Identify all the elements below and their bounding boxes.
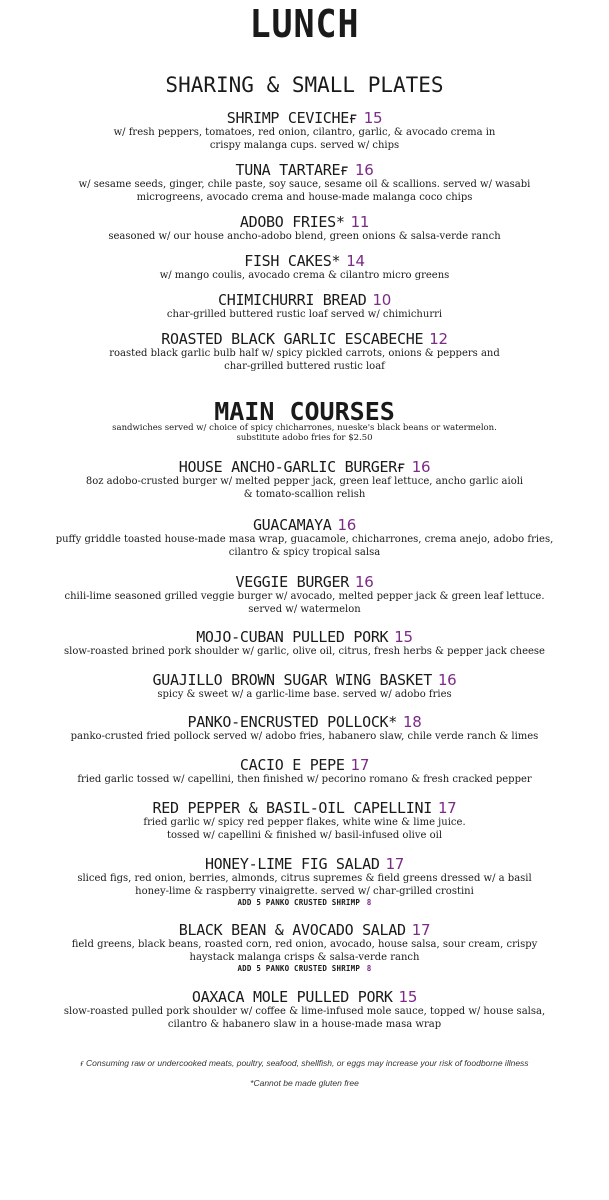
description-line: fried garlic w/ spicy red pepper flakes, white wine & lime juice. xyxy=(143,817,466,828)
item-name: HONEY-LIME FIG SALAD xyxy=(204,855,380,873)
description-line: tossed w/ capellini & finished w/ basil-infused olive oil xyxy=(166,829,443,841)
item-name: CHIMICHURRI BREAD xyxy=(218,291,367,309)
addon-label: ADD 5 PANKO CRUSTED SHRIMP xyxy=(237,964,361,973)
item-description xyxy=(0,231,609,244)
item-description xyxy=(0,774,609,787)
item-heading xyxy=(0,574,609,591)
menu-item xyxy=(0,856,609,908)
description-line: spicy & sweet w/ a garlic-lime base. served w/ adobo fries xyxy=(157,689,452,700)
section-note: substitute adobo fries for $2.50 xyxy=(236,433,373,443)
description-line: puffy griddle toasted house-made masa wrap, guacamole, chicharrones, crema anejo, adobo fries, xyxy=(55,534,554,545)
item-description xyxy=(0,270,609,283)
description-line: fried garlic tossed w/ capellini, then finished w/ pecorino romano & fresh cracked pepper xyxy=(77,774,532,785)
item-name: RED PEPPER & BASIL-OIL CAPELLINI xyxy=(152,799,432,817)
description-line: haystack malanga crisps & salsa-verde ranch xyxy=(189,951,420,963)
description-line: sliced figs, red onion, berries, almonds, citrus supremes & field greens dressed w/ a basil xyxy=(77,873,532,884)
item-heading xyxy=(0,331,609,348)
item-description xyxy=(0,689,609,702)
item-name: BLACK BEAN & AVOCADO SALAD xyxy=(178,921,406,939)
description-line: slow-roasted brined pork shoulder w/ garlic, olive oil, citrus, fresh herbs & pepper jack cheese xyxy=(64,646,545,657)
item-heading xyxy=(0,714,609,731)
item-description xyxy=(0,309,609,322)
item-heading xyxy=(0,214,609,231)
addon-price: 8 xyxy=(366,964,372,973)
item-name: VEGGIE BURGER xyxy=(235,573,349,591)
menu-item xyxy=(0,253,609,283)
section-title-main: MAIN COURSES xyxy=(214,397,395,426)
item-name: CACIO E PEPE xyxy=(239,756,345,774)
item-name: OAXACA MOLE PULLED PORK xyxy=(191,988,393,1006)
raw-warning-mark: ғ xyxy=(340,161,349,179)
description-line: w/ mango coulis, avocado crema & cilantro micro greens xyxy=(159,270,450,281)
item-price: 12 xyxy=(429,330,448,348)
raw-food-disclaimer: ғ Consuming raw or undercooked meats, poultry, seafood, shellfish, or eggs may increase your risk of foodborne illness xyxy=(80,1058,529,1068)
menu-item xyxy=(0,574,609,616)
description-line: w/ fresh peppers, tomatoes, red onion, cilantro, garlic, & avocado crema in xyxy=(113,127,496,138)
item-name: FISH CAKES xyxy=(244,252,332,270)
item-heading xyxy=(0,989,609,1006)
item-description xyxy=(0,939,609,964)
raw-warning-mark: ғ xyxy=(349,109,358,127)
gluten-disclaimer: *Cannot be made gluten free xyxy=(250,1078,359,1088)
description-line: honey-lime & raspberry vinaigrette. served w/ char-grilled crostini xyxy=(135,885,474,897)
item-addon xyxy=(0,964,609,974)
item-description xyxy=(0,127,609,152)
description-line: roasted black garlic bulb half w/ spicy pickled carrots, onions & peppers and xyxy=(109,348,500,359)
description-line: panko-crusted fried pollock served w/ adobo fries, habanero slaw, chile verde ranch & limes xyxy=(70,731,539,742)
menu-item xyxy=(0,714,609,744)
description-line: 8oz adobo-crusted burger w/ melted pepper jack, green leaf lettuce, ancho garlic aioli xyxy=(85,476,524,487)
menu-item xyxy=(0,162,609,204)
item-name: ROASTED BLACK GARLIC ESCABECHE xyxy=(161,330,424,348)
description-line: served w/ watermelon xyxy=(248,603,361,615)
menu-item xyxy=(0,800,609,842)
menu-item xyxy=(0,989,609,1031)
item-heading xyxy=(0,856,609,873)
addon-price: 8 xyxy=(366,898,372,907)
item-description xyxy=(0,476,609,501)
gluten-mark: * xyxy=(388,713,398,731)
menu-item xyxy=(0,214,609,244)
menu-item xyxy=(0,292,609,322)
description-line: cilantro & spicy tropical salsa xyxy=(228,546,381,558)
item-description xyxy=(0,646,609,659)
item-heading xyxy=(0,253,609,270)
menu-item xyxy=(0,517,609,559)
section-title-sharing: SHARING & SMALL PLATES xyxy=(165,73,444,97)
item-price: 16 xyxy=(437,671,457,689)
item-price: 18 xyxy=(403,713,422,731)
item-price: 17 xyxy=(385,855,405,873)
menu-item xyxy=(0,110,609,152)
description-line: w/ sesame seeds, ginger, chile paste, soy sauce, sesame oil & scallions. served w/ wasabi xyxy=(78,179,531,190)
item-description xyxy=(0,1006,609,1031)
item-price: 16 xyxy=(355,161,374,179)
item-heading xyxy=(0,162,609,179)
item-heading xyxy=(0,800,609,817)
item-name: PANKO-ENCRUSTED POLLOCK xyxy=(187,713,389,731)
description-line: chili-lime seasoned grilled veggie burger w/ avocado, melted pepper jack & green leaf lettuce. xyxy=(64,591,545,602)
menu-item xyxy=(0,757,609,787)
item-price: 16 xyxy=(337,516,357,534)
item-heading xyxy=(0,757,609,774)
item-name: GUACAMAYA xyxy=(252,516,332,534)
description-line: slow-roasted pulled pork shoulder w/ coffee & lime-infused mole sauce, topped w/ house salsa, xyxy=(63,1006,546,1017)
item-heading xyxy=(0,110,609,127)
description-line: cilantro & habanero slaw in a house-made masa wrap xyxy=(167,1018,442,1030)
gluten-mark: * xyxy=(335,213,345,231)
item-price: 11 xyxy=(350,213,370,231)
item-price: 15 xyxy=(363,109,383,127)
description-line: crispy malanga cups. served w/ chips xyxy=(209,139,400,151)
page-title: LUNCH xyxy=(249,2,360,46)
description-line: char-grilled buttered rustic loaf xyxy=(224,360,385,372)
item-price: 17 xyxy=(350,756,370,774)
item-description xyxy=(0,591,609,616)
item-name: SHRIMP CEVICHE xyxy=(226,109,349,127)
menu-item xyxy=(0,672,609,702)
item-name: MOJO-CUBAN PULLED PORK xyxy=(196,628,389,646)
item-price: 16 xyxy=(355,573,374,591)
item-description xyxy=(0,817,609,842)
description-line: microgreens, avocado crema and house-made malanga coco chips xyxy=(136,191,473,203)
item-price: 16 xyxy=(411,458,431,476)
gluten-mark: * xyxy=(331,252,341,270)
item-price: 17 xyxy=(411,921,431,939)
item-description xyxy=(0,534,609,559)
item-price: 14 xyxy=(346,252,365,270)
item-heading xyxy=(0,672,609,689)
item-price: 15 xyxy=(394,628,413,646)
addon-label: ADD 5 PANKO CRUSTED SHRIMP xyxy=(237,898,361,907)
menu-item xyxy=(0,459,609,501)
item-heading xyxy=(0,459,609,476)
item-description xyxy=(0,873,609,898)
item-name: ADOBO FRIES xyxy=(239,213,336,231)
item-heading xyxy=(0,292,609,309)
item-description xyxy=(0,179,609,204)
description-line: & tomato-scallion relish xyxy=(243,488,366,500)
item-name: HOUSE ANCHO-GARLIC BURGER xyxy=(178,458,398,476)
item-addon xyxy=(0,898,609,908)
item-price: 15 xyxy=(398,988,418,1006)
menu-item xyxy=(0,629,609,659)
item-heading xyxy=(0,922,609,939)
description-line: seasoned w/ our house ancho-adobo blend, green onions & salsa-verde ranch xyxy=(108,231,501,242)
description-line: char-grilled buttered rustic loaf served w/ chimichurri xyxy=(166,309,443,320)
item-name: GUAJILLO BROWN SUGAR WING BASKET xyxy=(152,671,432,689)
item-price: 17 xyxy=(437,799,457,817)
item-heading xyxy=(0,629,609,646)
item-description xyxy=(0,731,609,744)
item-price: 10 xyxy=(372,291,391,309)
description-line: field greens, black beans, roasted corn, red onion, avocado, house salsa, sour cream, crispy xyxy=(71,939,538,950)
item-description xyxy=(0,348,609,373)
item-heading xyxy=(0,517,609,534)
item-name: TUNA TARTARE xyxy=(235,161,341,179)
raw-warning-mark: ғ xyxy=(397,458,406,476)
menu-item xyxy=(0,331,609,373)
menu-item xyxy=(0,922,609,974)
section-note: sandwiches served w/ choice of spicy chicharrones, nueske's black beans or watermelon. xyxy=(112,423,497,433)
